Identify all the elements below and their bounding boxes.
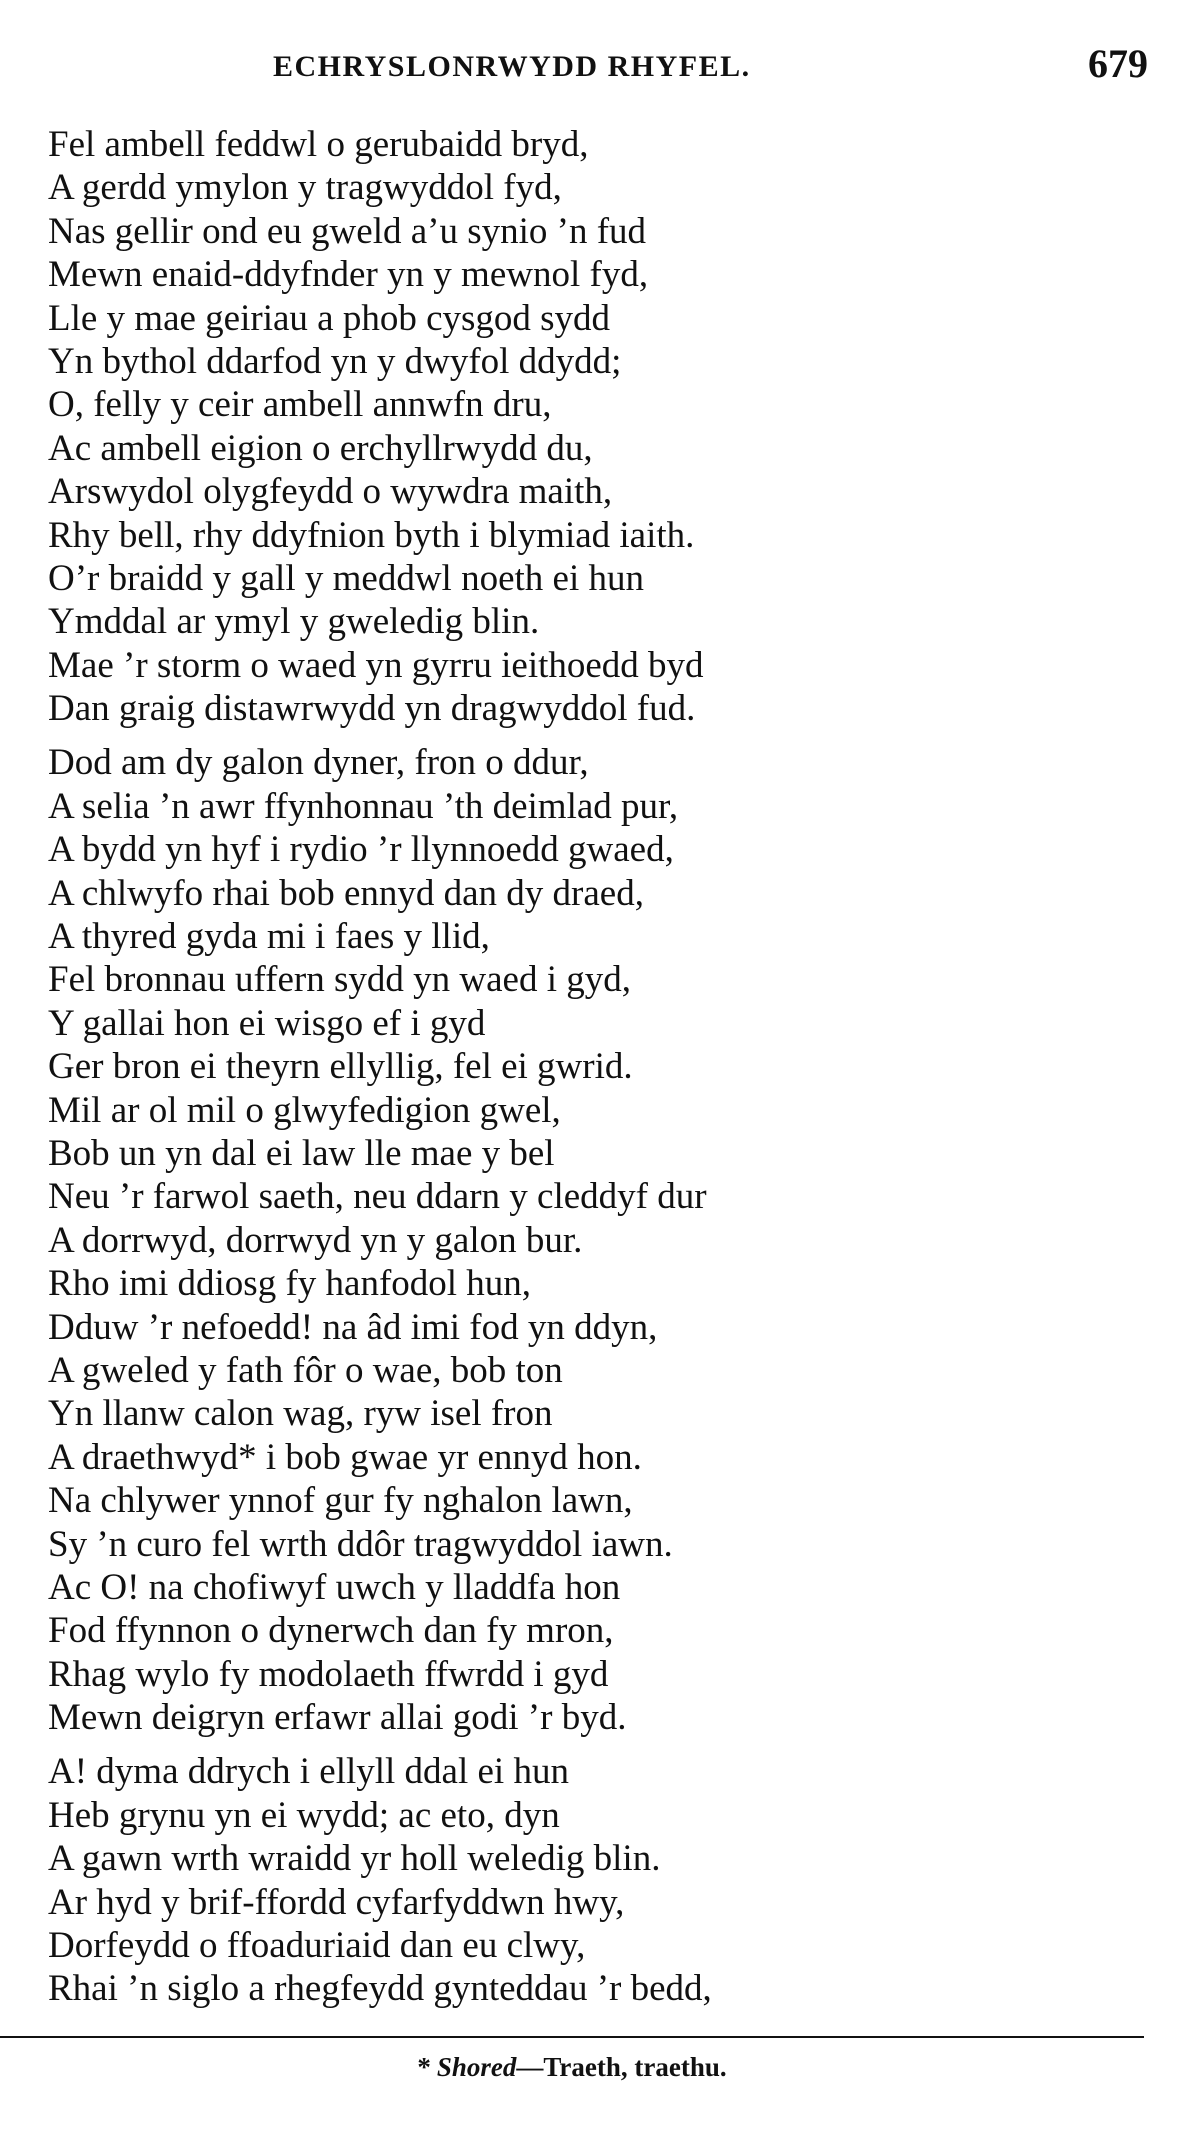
poem-line: Dan graig distawrwydd yn dragwyddol fud. xyxy=(48,688,696,730)
poem-line: Mil ar ol mil o glwyfedigion gwel, xyxy=(48,1089,561,1131)
poem-line: Bob un yn dal ei law lle mae y bel xyxy=(48,1132,555,1174)
poem-line: A bydd yn hyf i rydio ’r llynnoedd gwaed, xyxy=(48,829,674,871)
poem-line: Mewn enaid-ddyfnder yn y mewnol fyd, xyxy=(48,254,649,296)
poem-line: Neu ’r farwol saeth, neu ddarn y cleddyf dur xyxy=(48,1176,707,1218)
stanza xyxy=(48,1750,1148,2010)
poem-line: Fel ambell feddwl o gerubaidd bryd, xyxy=(48,124,589,165)
stanza xyxy=(48,741,1148,1739)
footnote-mark: * xyxy=(417,2052,431,2082)
poem-line: Ymddal ar ymyl y gweledig blin. xyxy=(48,601,540,643)
poem-line: Yn bythol ddarfod yn y dwyfol ddydd; xyxy=(48,340,622,382)
poem-line: Na chlywer ynnof gur fy nghalon lawn, xyxy=(48,1480,633,1522)
poem-line: Ar hyd y brif-ffordd cyfarfyddwn hwy, xyxy=(48,1881,625,1923)
stanza xyxy=(48,123,1148,730)
poem-line: Lle y mae geiriau a phob cysgod sydd xyxy=(48,297,611,339)
poem-line: O, felly y ceir ambell annwfn dru, xyxy=(48,384,552,426)
poem-line: A draethwyd* i bob gwae yr ennyd hon. xyxy=(48,1436,642,1478)
poem-line: A gawn wrth wraidd yr holl weledig blin. xyxy=(48,1838,661,1880)
poem-line: Fod ffynnon o dynerwch dan fy mron, xyxy=(48,1610,614,1652)
poem-line: Y gallai hon ei wisgo ef i gyd xyxy=(48,1002,486,1044)
poem-line: Rho imi ddiosg fy hanfodol hun, xyxy=(48,1263,532,1305)
poem-line: Dorfeydd o ffoaduriaid dan eu clwy, xyxy=(48,1925,586,1967)
poem-line: Dod am dy galon dyner, fron o ddur, xyxy=(48,742,589,784)
poem-line: Ac ambell eigion o erchyllrwydd du, xyxy=(48,427,593,469)
poem-line: A dorrwyd, dorrwyd yn y galon bur. xyxy=(48,1219,583,1261)
poem-line: Ger bron ei theyrn ellyllig, fel ei gwrid. xyxy=(48,1046,633,1088)
poem-line: O’r braidd y gall y meddwl noeth ei hun xyxy=(48,557,644,599)
footnote xyxy=(0,2052,1144,2083)
poem-body xyxy=(48,123,1148,2011)
poem-line: Nas gellir ond eu gweld a’u synio ’n fud xyxy=(48,210,647,252)
poem-line: Yn llanw calon wag, ryw isel fron xyxy=(48,1393,553,1435)
poem-line: Fel bronnau uffern sydd yn waed i gyd, xyxy=(48,959,631,1001)
poem-line: Ac O! na chofiwyf uwch y lladdfa hon xyxy=(48,1566,621,1608)
poem-line: Heb grynu yn ei wydd; ac eto, dyn xyxy=(48,1794,560,1836)
poem-line: Rhag wylo fy modolaeth ffwrdd i gyd xyxy=(48,1653,609,1695)
poem-line: Sy ’n curo fel wrth ddôr tragwyddol iawn. xyxy=(48,1523,673,1565)
poem-line: A gerdd ymylon y tragwyddol fyd, xyxy=(48,167,562,209)
poem-line: Rhy bell, rhy ddyfnion byth i blymiad iaith. xyxy=(48,514,695,556)
poem-line: A selia ’n awr ffynhonnau ’th deimlad pur, xyxy=(48,785,679,827)
poem-line: Arswydol olygfeydd o wywdra maith, xyxy=(48,471,613,513)
page-header xyxy=(48,40,1148,90)
poem-line: A gweled y fath fôr o wae, bob ton xyxy=(48,1349,563,1391)
poem-line: A chlwyfo rhai bob ennyd dan dy draed, xyxy=(48,872,644,914)
footnote-text: —Traeth, traethu. xyxy=(516,2052,727,2082)
poem-line: Mae ’r storm o waed yn gyrru ieithoedd byd xyxy=(48,644,704,686)
poem-line: Dduw ’r nefoedd! na âd imi fod yn ddyn, xyxy=(48,1306,658,1348)
footnote-term: Shored xyxy=(436,2052,517,2082)
poem-line: A thyred gyda mi i faes y llid, xyxy=(48,916,490,958)
page-number: 679 xyxy=(1088,41,1148,86)
poem-line: A! dyma ddrych i ellyll ddal ei hun xyxy=(48,1751,569,1793)
poem-line: Rhai ’n siglo a rhegfeydd gynteddau ’r bedd, xyxy=(48,1968,712,2010)
footnote-rule xyxy=(0,2036,1144,2038)
poem-line: Mewn deigryn erfawr allai godi ’r byd. xyxy=(48,1697,627,1739)
running-title: ECHRYSLONRWYDD RHYFEL. xyxy=(273,50,751,83)
